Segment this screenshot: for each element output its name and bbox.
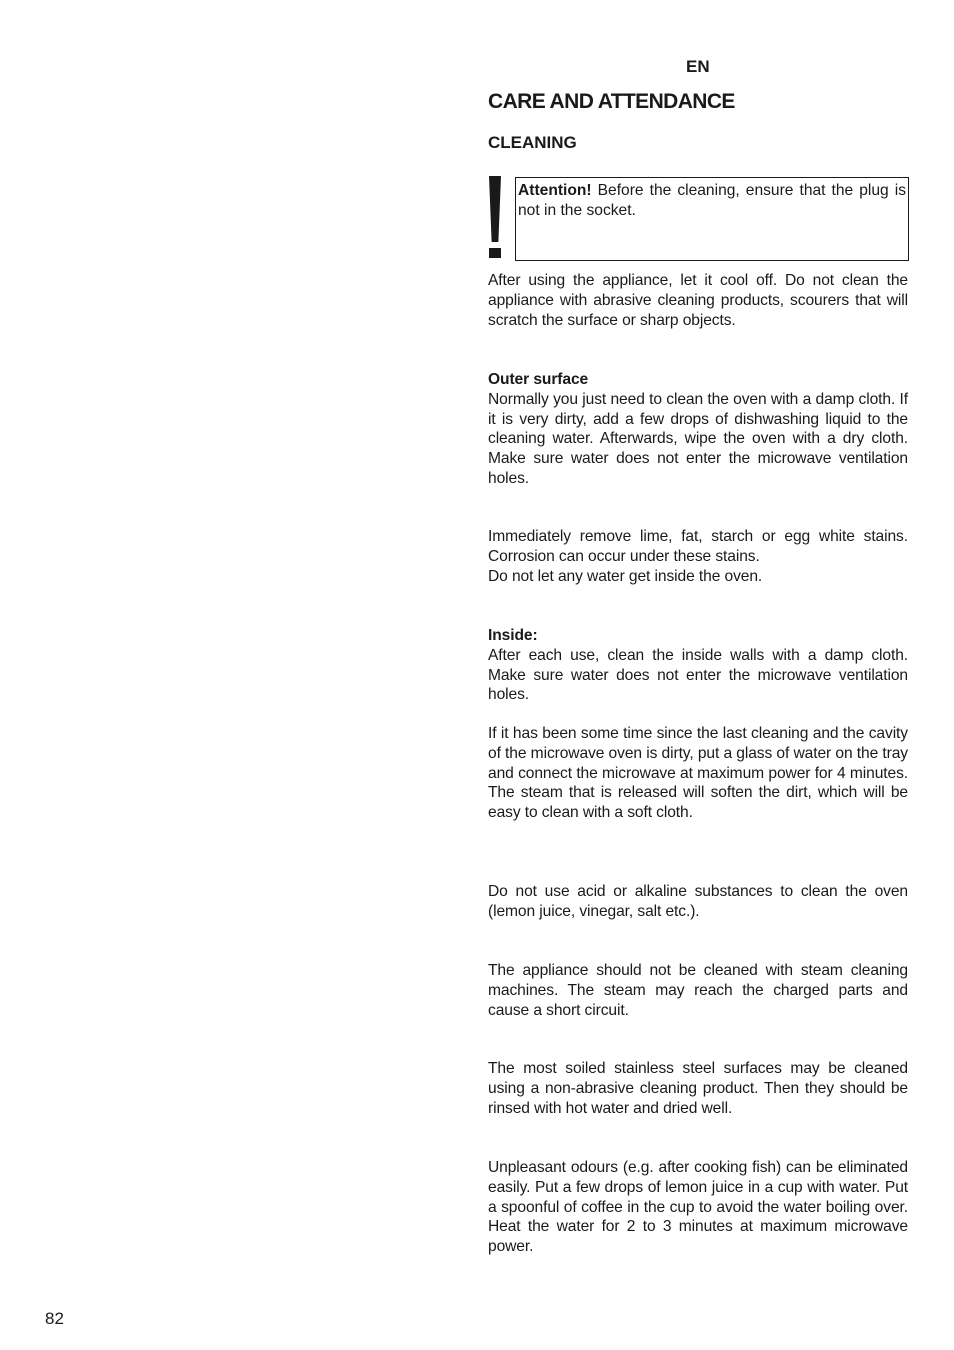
stains-text: Immediately remove lime, fat, starch or egg white stains. Corrosion can occur under these stains. [488,528,908,565]
acid-paragraph: Do not use acid or alkaline substances to clean the oven (lemon juice, vinegar, salt etc.). [488,883,908,920]
language-label: EN [686,57,710,76]
dirty-cavity-paragraph: If it has been some time since the last cleaning and the cavity of the microwave oven is dirty, put a glass of water on the tray and connect the microwave at maximum power for 4 minutes. The steam that is released will soften the dirt, which will be easy to clean with a soft cloth. [488,725,908,822]
warning-label: Attention! [518,182,592,199]
warning-box [515,177,909,261]
section-heading: CLEANING [488,133,577,152]
inside-text: After each use, clean the inside walls with a damp cloth. Make sure water does not enter the microwave ventilation holes. [488,646,908,704]
odours-paragraph: Unpleasant odours (e.g. after cooking fish) can be eliminated easily. Put a few drops of lemon juice in a cup with water. Put a spoonful of coffee in the cup to avoid the water boiling over. Heat the water for 2 to 3 minutes at maximum microwave power. [488,1159,908,1256]
stains-block [488,527,908,586]
stainless-paragraph: The most soiled stainless steel surfaces may be cleaned using a non-abrasive cleaning product. Then they should be rinsed with hot water and dried well. [488,1060,908,1117]
page-title: CARE AND ATTENDANCE [488,90,735,113]
inside-block [488,626,908,705]
warning-message: Before the cleaning, ensure that the plug is not in the socket. [518,182,906,219]
warning-text [518,181,906,221]
page-number: 82 [45,1309,64,1328]
steam-paragraph: The appliance should not be cleaned with steam cleaning machines. The steam may reach the charged parts and cause a short circuit. [488,962,908,1019]
outer-surface-text: Normally you just need to clean the oven with a damp cloth. If it is very dirty, add a few drops of dishwashing liquid to the cleaning water. Afterwards, wipe the oven with a dry cloth. Make sure water does not enter the microwave ventilation holes. [488,390,908,487]
outer-surface-heading: Outer surface [488,371,589,388]
inside-heading: Inside: [488,627,538,644]
no-water-text: Do not let any water get inside the oven. [488,567,763,585]
intro-paragraph: After using the appliance, let it cool off. Do not clean the appliance with abrasive cleaning products, scourers that will scratch the surface or sharp objects. [488,272,908,329]
outer-surface-block [488,370,908,489]
exclamation-icon [488,176,502,260]
